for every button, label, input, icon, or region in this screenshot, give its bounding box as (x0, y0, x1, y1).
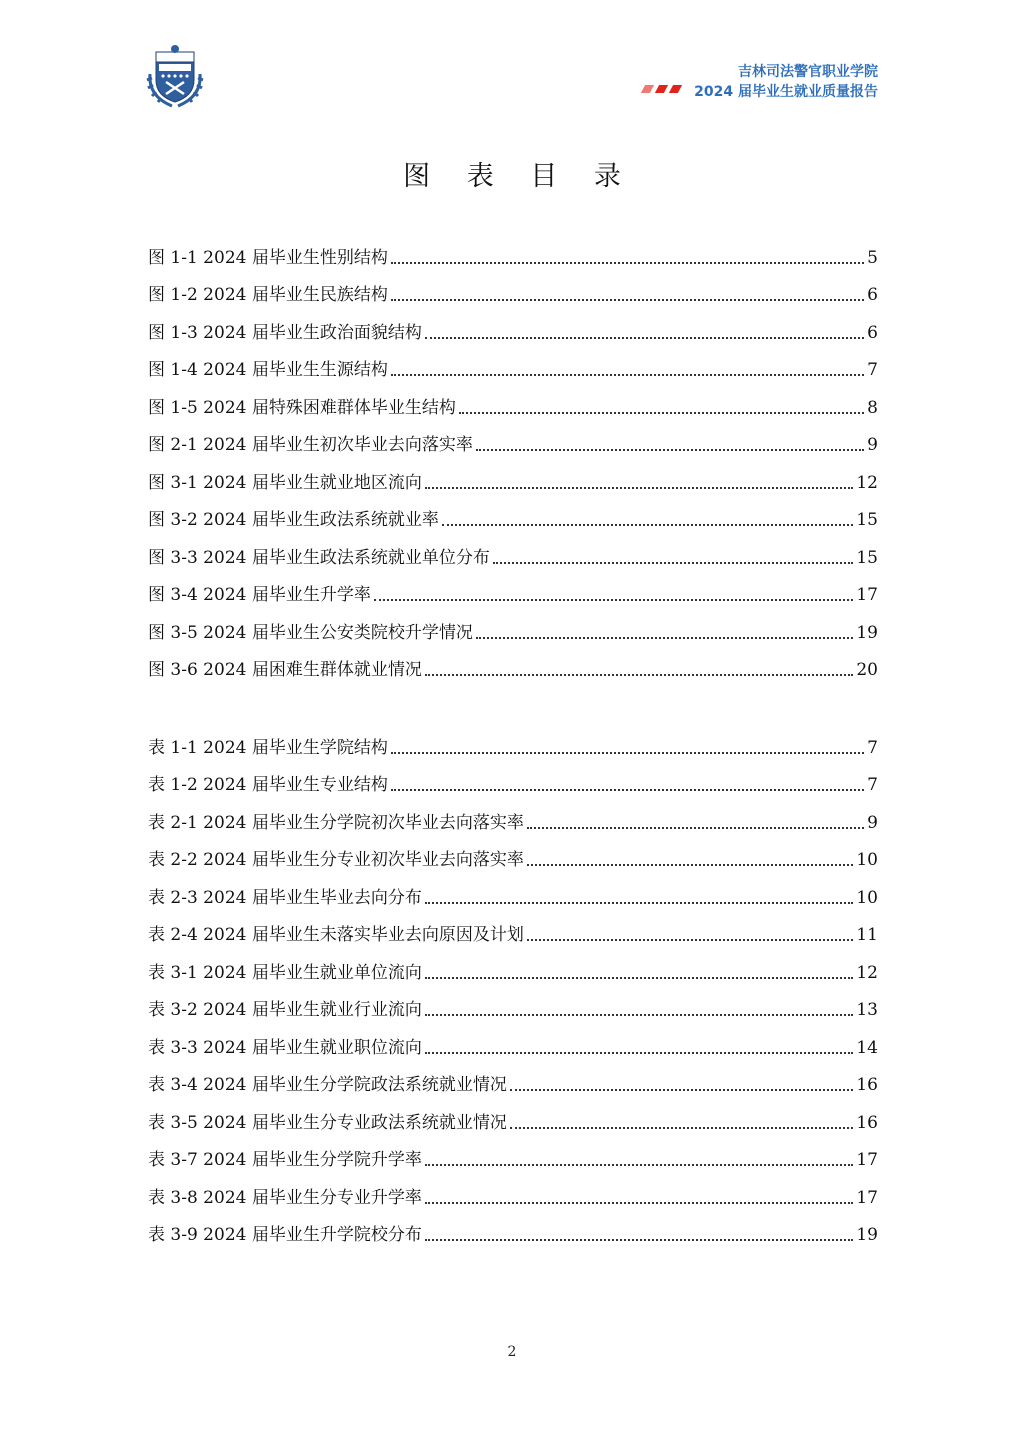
report-header (643, 62, 878, 102)
dot-leader (425, 1013, 854, 1016)
toc-entry-label: 表 2-1 2024 届毕业生分学院初次毕业去向落实率 (148, 812, 524, 833)
toc-entry-page: 11 (856, 925, 878, 945)
dot-leader (391, 373, 864, 376)
toc-entry[interactable] (148, 947, 878, 985)
toc-entry-label: 表 3-5 2024 届毕业生分专业政法系统就业情况 (148, 1112, 507, 1133)
dot-leader (391, 751, 864, 754)
figure-list (148, 232, 878, 682)
toc-entry[interactable] (148, 1172, 878, 1210)
toc-entry[interactable] (148, 797, 878, 835)
dot-leader (425, 901, 854, 904)
toc-entry-page: 15 (856, 547, 878, 568)
toc-entry-page: 17 (856, 585, 878, 605)
toc-entry[interactable] (148, 382, 878, 420)
toc-entry-label: 表 3-2 2024 届毕业生就业行业流向 (148, 1000, 422, 1020)
toc-entry[interactable] (148, 760, 878, 798)
toc-entry-page: 19 (856, 1225, 878, 1245)
toc-entry-label: 表 2-3 2024 届毕业生毕业去向分布 (148, 887, 422, 908)
stripe (669, 85, 682, 93)
header-stripes-decoration (643, 85, 680, 93)
dot-leader (425, 673, 854, 676)
toc-entry-page: 15 (856, 510, 878, 530)
toc-entry[interactable] (148, 645, 878, 683)
toc-entry-page: 20 (856, 660, 878, 680)
toc-entry-page: 14 (856, 1037, 878, 1058)
toc-entry-page: 7 (867, 775, 878, 795)
dot-leader (527, 938, 854, 941)
toc-entry-page: 9 (867, 435, 878, 455)
toc-entry[interactable] (148, 722, 878, 760)
toc-entry[interactable] (148, 1135, 878, 1173)
toc-entry-label: 图 3-6 2024 届困难生群体就业情况 (148, 660, 422, 680)
toc-entry[interactable] (148, 1097, 878, 1135)
toc-entry-label: 图 3-1 2024 届毕业生就业地区流向 (148, 472, 422, 493)
dot-leader (493, 561, 854, 564)
dot-leader (425, 336, 864, 339)
toc-entry-page: 6 (867, 322, 878, 343)
toc-entry[interactable] (148, 570, 878, 608)
page-number: 2 (507, 1344, 517, 1360)
toc-entry-label: 表 3-9 2024 届毕业生升学院校分布 (148, 1225, 422, 1245)
toc-entry-label: 表 1-2 2024 届毕业生专业结构 (148, 775, 388, 795)
dot-leader (425, 1201, 854, 1204)
dot-leader (391, 788, 864, 791)
toc-entry-label: 表 3-3 2024 届毕业生就业职位流向 (148, 1037, 422, 1058)
school-emblem-icon (142, 44, 208, 110)
toc-entry-label: 图 3-2 2024 届毕业生政法系统就业率 (148, 510, 439, 530)
toc-entry-label: 表 3-4 2024 届毕业生分学院政法系统就业情况 (148, 1075, 507, 1095)
toc-entry-page: 19 (856, 622, 878, 643)
toc-entry-page: 9 (867, 812, 878, 833)
toc-entry-label: 图 2-1 2024 届毕业生初次毕业去向落实率 (148, 435, 473, 455)
dot-leader (510, 1088, 854, 1091)
dot-leader (510, 1126, 854, 1129)
toc-entry-label: 图 1-2 2024 届毕业生民族结构 (148, 285, 388, 305)
toc-entry-page: 8 (867, 397, 878, 418)
toc-entry-label: 表 2-4 2024 届毕业生未落实毕业去向原因及计划 (148, 925, 524, 945)
toc-entry[interactable] (148, 1022, 878, 1060)
toc-entry-label: 图 3-4 2024 届毕业生升学率 (148, 585, 371, 605)
toc-entry-page: 12 (856, 472, 878, 493)
toc-entry-page: 7 (867, 737, 878, 758)
toc-entry-page: 12 (856, 962, 878, 983)
toc-entry[interactable] (148, 270, 878, 308)
toc-entry[interactable] (148, 607, 878, 645)
toc-entry-label: 表 1-1 2024 届毕业生学院结构 (148, 737, 388, 758)
toc-entry-page: 17 (856, 1187, 878, 1208)
toc-entry-label: 图 3-3 2024 届毕业生政法系统就业单位分布 (148, 547, 490, 568)
dot-leader (425, 1163, 854, 1166)
toc-entry-page: 10 (856, 850, 878, 870)
toc-entry[interactable] (148, 1060, 878, 1098)
header-titles (694, 62, 878, 102)
toc-entry-label: 表 2-2 2024 届毕业生分专业初次毕业去向落实率 (148, 850, 524, 870)
toc-entry-label: 图 1-3 2024 届毕业生政治面貌结构 (148, 322, 422, 343)
toc-entry[interactable] (148, 532, 878, 570)
dot-leader (476, 448, 864, 451)
toc-entry-page: 6 (867, 285, 878, 305)
dot-leader (442, 523, 854, 526)
toc-entry[interactable] (148, 307, 878, 345)
toc-entry-page: 7 (867, 360, 878, 380)
dot-leader (425, 486, 854, 489)
toc-entry[interactable] (148, 345, 878, 383)
toc-entry-label: 表 3-1 2024 届毕业生就业单位流向 (148, 962, 422, 983)
toc-entry-page: 17 (856, 1150, 878, 1170)
school-name: 吉林司法警官职业学院 (738, 64, 878, 80)
dot-leader (391, 261, 864, 264)
dot-leader (425, 976, 854, 979)
dot-leader (391, 298, 864, 301)
toc-entry-page: 16 (856, 1112, 878, 1133)
dot-leader (425, 1051, 854, 1054)
toc-entry-label: 表 3-7 2024 届毕业生分学院升学率 (148, 1150, 422, 1170)
toc-entry-page: 5 (867, 247, 878, 268)
toc-entry[interactable] (148, 910, 878, 948)
toc-entry-page: 10 (856, 887, 878, 908)
toc-entry[interactable] (148, 1210, 878, 1248)
toc-entry[interactable] (148, 985, 878, 1023)
stripe (655, 85, 668, 93)
toc-entry[interactable] (148, 872, 878, 910)
toc-entry-page: 13 (856, 1000, 878, 1020)
toc-entry[interactable] (148, 835, 878, 873)
toc-entry-label: 图 1-1 2024 届毕业生性别结构 (148, 247, 388, 268)
table-list (148, 722, 878, 1247)
toc-entry-label: 图 1-4 2024 届毕业生生源结构 (148, 360, 388, 380)
dot-leader (527, 826, 864, 829)
toc-entry[interactable] (148, 420, 878, 458)
dot-leader (425, 1238, 854, 1241)
toc-entry[interactable] (148, 457, 878, 495)
report-name: 2024 届毕业生就业质量报告 (694, 84, 878, 100)
toc-entry-page: 16 (856, 1075, 878, 1095)
toc-entry-label: 表 3-8 2024 届毕业生分专业升学率 (148, 1187, 422, 1208)
dot-leader (374, 598, 854, 601)
toc-entry-label: 图 1-5 2024 届特殊困难群体毕业生结构 (148, 397, 456, 418)
dot-leader (476, 636, 854, 639)
page-title: 图 表 目 录 (403, 161, 635, 192)
stripe (641, 85, 654, 93)
dot-leader (527, 863, 854, 866)
dot-leader (459, 411, 864, 414)
toc-entry-label: 图 3-5 2024 届毕业生公安类院校升学情况 (148, 622, 473, 643)
toc-entry[interactable] (148, 495, 878, 533)
toc-entry[interactable] (148, 232, 878, 270)
